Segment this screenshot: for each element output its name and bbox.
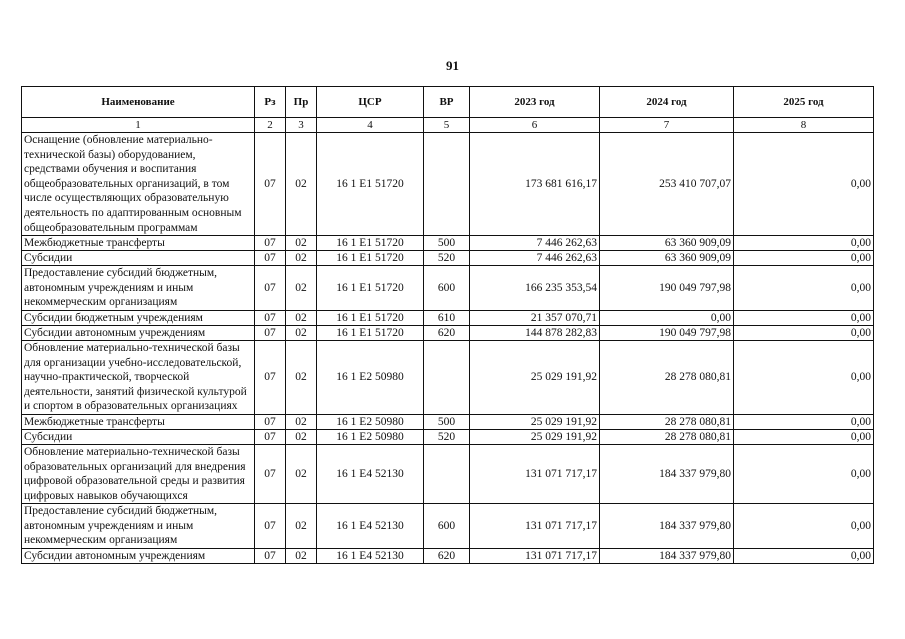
budget-table [21, 86, 874, 564]
row-2023: 131 071 717,17 [470, 504, 600, 549]
column-number: 5 [424, 118, 470, 133]
header-pr: Пр [286, 87, 317, 118]
row-name: Субсидии автономным учреждениям [22, 325, 255, 340]
row-vr: 620 [424, 325, 470, 340]
row-vr: 600 [424, 504, 470, 549]
row-2024: 28 278 080,81 [600, 429, 734, 444]
row-csr: 16 1 Е1 51720 [317, 236, 424, 251]
row-2025: 0,00 [734, 325, 874, 340]
row-name: Оснащение (обновление материально-технической базы) оборудованием, средствами обучения и воспитания общеобразовательных организаций, в том числе осуществляющих образовательную деятельность по адаптированным основным общеобразовательным программам [22, 133, 255, 236]
table-row [22, 444, 874, 503]
row-name: Обновление материально-технической базы образовательных организаций для внедрения цифровой образовательной среды и развития цифровых навыков обучающихся [22, 444, 255, 503]
row-pr: 02 [286, 251, 317, 266]
row-pr: 02 [286, 549, 317, 564]
row-2023: 144 878 282,83 [470, 325, 600, 340]
row-name: Предоставление субсидий бюджетным, автономным учреждениям и иным некоммерческим организациям [22, 504, 255, 549]
row-rz: 07 [255, 444, 286, 503]
row-name: Предоставление субсидий бюджетным, автономным учреждениям и иным некоммерческим организациям [22, 266, 255, 311]
column-number: 6 [470, 118, 600, 133]
row-name: Межбюджетные трансферты [22, 414, 255, 429]
column-number: 4 [317, 118, 424, 133]
row-vr: 500 [424, 236, 470, 251]
row-2023: 7 446 262,63 [470, 236, 600, 251]
row-2024: 253 410 707,07 [600, 133, 734, 236]
row-2024: 28 278 080,81 [600, 340, 734, 414]
row-2024: 0,00 [600, 310, 734, 325]
table-row [22, 310, 874, 325]
row-pr: 02 [286, 414, 317, 429]
header-name: Наименование [22, 87, 255, 118]
row-pr: 02 [286, 325, 317, 340]
header-2024: 2024 год [600, 87, 734, 118]
row-vr: 500 [424, 414, 470, 429]
row-2025: 0,00 [734, 504, 874, 549]
row-name: Межбюджетные трансферты [22, 236, 255, 251]
row-vr [424, 340, 470, 414]
row-2024: 184 337 979,80 [600, 549, 734, 564]
table-row [22, 251, 874, 266]
row-2023: 131 071 717,17 [470, 444, 600, 503]
table-row [22, 266, 874, 311]
row-pr: 02 [286, 310, 317, 325]
row-2025: 0,00 [734, 266, 874, 311]
row-name: Субсидии [22, 429, 255, 444]
header-2023: 2023 год [470, 87, 600, 118]
row-name: Обновление материально-технической базы для организации учебно-исследовательской, научно-практической, творческой деятельности, занятий физической культурой и спортом в образовательных организациях [22, 340, 255, 414]
row-2024: 63 360 909,09 [600, 251, 734, 266]
row-csr: 16 1 Е1 51720 [317, 251, 424, 266]
row-2023: 131 071 717,17 [470, 549, 600, 564]
table-row [22, 340, 874, 414]
row-rz: 07 [255, 429, 286, 444]
row-2024: 190 049 797,98 [600, 266, 734, 311]
row-2025: 0,00 [734, 133, 874, 236]
header-row [22, 87, 874, 118]
row-2023: 7 446 262,63 [470, 251, 600, 266]
row-vr: 520 [424, 429, 470, 444]
row-rz: 07 [255, 504, 286, 549]
row-pr: 02 [286, 504, 317, 549]
table-row [22, 325, 874, 340]
column-number: 7 [600, 118, 734, 133]
row-csr: 16 1 Е4 52130 [317, 444, 424, 503]
row-2023: 25 029 191,92 [470, 429, 600, 444]
row-vr: 600 [424, 266, 470, 311]
row-csr: 16 1 Е1 51720 [317, 310, 424, 325]
row-rz: 07 [255, 133, 286, 236]
row-2024: 184 337 979,80 [600, 504, 734, 549]
header-csr: ЦСР [317, 87, 424, 118]
column-number-row [22, 118, 874, 133]
row-pr: 02 [286, 266, 317, 311]
row-vr [424, 133, 470, 236]
header-vr: ВР [424, 87, 470, 118]
row-2024: 63 360 909,09 [600, 236, 734, 251]
column-number: 3 [286, 118, 317, 133]
row-rz: 07 [255, 414, 286, 429]
row-2023: 21 357 070,71 [470, 310, 600, 325]
row-2025: 0,00 [734, 414, 874, 429]
row-pr: 02 [286, 429, 317, 444]
header-rz: Рз [255, 87, 286, 118]
row-2025: 0,00 [734, 340, 874, 414]
row-rz: 07 [255, 236, 286, 251]
row-2025: 0,00 [734, 236, 874, 251]
row-pr: 02 [286, 340, 317, 414]
row-name: Субсидии бюджетным учреждениям [22, 310, 255, 325]
table-row [22, 504, 874, 549]
row-vr: 610 [424, 310, 470, 325]
row-rz: 07 [255, 549, 286, 564]
row-name: Субсидии [22, 251, 255, 266]
table-row [22, 549, 874, 564]
row-csr: 16 1 Е1 51720 [317, 133, 424, 236]
row-csr: 16 1 Е2 50980 [317, 429, 424, 444]
row-2024: 190 049 797,98 [600, 325, 734, 340]
row-vr: 620 [424, 549, 470, 564]
row-vr: 520 [424, 251, 470, 266]
table-row [22, 414, 874, 429]
row-csr: 16 1 Е2 50980 [317, 340, 424, 414]
row-rz: 07 [255, 266, 286, 311]
row-csr: 16 1 Е4 52130 [317, 504, 424, 549]
row-rz: 07 [255, 251, 286, 266]
row-rz: 07 [255, 310, 286, 325]
row-2023: 173 681 616,17 [470, 133, 600, 236]
row-csr: 16 1 Е1 51720 [317, 325, 424, 340]
column-number: 8 [734, 118, 874, 133]
row-rz: 07 [255, 340, 286, 414]
row-2024: 28 278 080,81 [600, 414, 734, 429]
row-pr: 02 [286, 444, 317, 503]
header-2025: 2025 год [734, 87, 874, 118]
row-2025: 0,00 [734, 444, 874, 503]
row-csr: 16 1 Е1 51720 [317, 266, 424, 311]
row-vr [424, 444, 470, 503]
row-2023: 166 235 353,54 [470, 266, 600, 311]
row-2023: 25 029 191,92 [470, 414, 600, 429]
row-2024: 184 337 979,80 [600, 444, 734, 503]
row-csr: 16 1 Е2 50980 [317, 414, 424, 429]
row-2025: 0,00 [734, 251, 874, 266]
row-pr: 02 [286, 133, 317, 236]
row-pr: 02 [286, 236, 317, 251]
column-number: 2 [255, 118, 286, 133]
row-2025: 0,00 [734, 310, 874, 325]
table-row [22, 429, 874, 444]
column-number: 1 [22, 118, 255, 133]
table-row [22, 236, 874, 251]
row-2023: 25 029 191,92 [470, 340, 600, 414]
row-2025: 0,00 [734, 429, 874, 444]
row-rz: 07 [255, 325, 286, 340]
page-number: 91 [446, 58, 459, 73]
table-row [22, 133, 874, 236]
row-name: Субсидии автономным учреждениям [22, 549, 255, 564]
row-2025: 0,00 [734, 549, 874, 564]
row-csr: 16 1 Е4 52130 [317, 549, 424, 564]
